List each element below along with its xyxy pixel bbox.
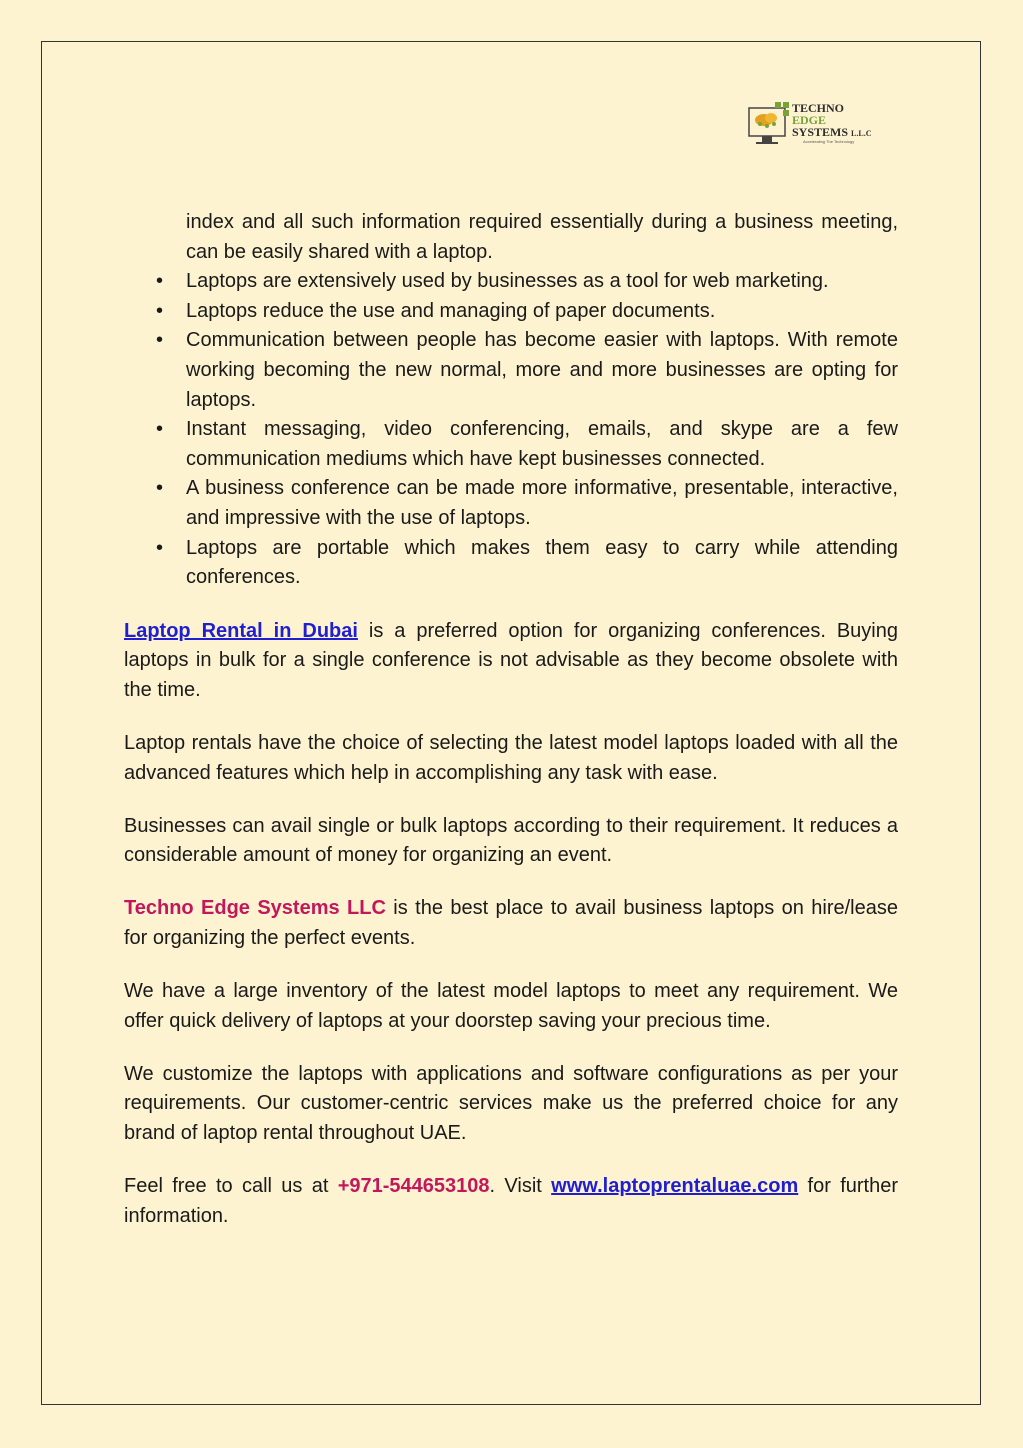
logo-graphic-icon: [748, 100, 792, 148]
contact-prefix: Feel free to call us at: [124, 1175, 338, 1198]
paragraph-text: is a preferred option for organizing conferences. Buying laptops in bulk for a single conference is not advisable as they become obsolete with the time.: [124, 619, 898, 701]
logo-line-edge: EDGE: [792, 113, 827, 127]
laptop-rental-dubai-link[interactable]: Laptop Rental in Dubai: [124, 619, 358, 642]
logo-llc: L.L.C: [851, 129, 872, 138]
paragraph-rental-dubai: [124, 617, 898, 706]
website-link[interactable]: www.laptoprentaluae.com: [551, 1175, 799, 1198]
company-logo: [748, 100, 908, 150]
logo-line-systems: SYSTEMS: [792, 125, 849, 139]
paragraph-company: [124, 894, 898, 953]
document-body: [124, 208, 898, 1255]
paragraph-text: is the best place to avail business laptops on hire/lease for organizing the perfect events.: [124, 897, 898, 949]
list-item: • Laptops are portable which makes them easy to carry while attending conferences.: [186, 534, 898, 593]
paragraph-bulk-laptops: Businesses can avail single or bulk laptops according to their requirement. It reduces a considerable amount of money for organizing an event.: [124, 814, 898, 867]
list-item: • Laptops reduce the use and managing of paper documents.: [186, 297, 898, 327]
list-item: • Communication between people has become easier with laptops. With remote working becoming the new normal, more and more businesses are opting for laptops.: [186, 326, 898, 415]
paragraph-latest-models: Laptop rentals have the choice of selecting the latest model laptops loaded with all the advanced features which help in accomplishing any task with ease.: [124, 732, 898, 784]
paragraph-inventory: We have a large inventory of the latest model laptops to meet any requirement. We offer quick delivery of laptops at your doorstep saving your precious time.: [124, 980, 898, 1032]
company-name: Techno Edge Systems LLC: [124, 897, 386, 920]
contact-suffix: for further information.: [124, 1175, 899, 1227]
logo-line-techno: TECHNO: [792, 101, 845, 115]
list-item: • A business conference can be made more informative, presentable, interactive, and impressive with the use of laptops.: [186, 474, 898, 533]
contact-middle: . Visit: [489, 1175, 552, 1198]
phone-number: +971-544653108: [337, 1175, 490, 1198]
logo-tagline: Accelerating The Technology: [803, 139, 855, 144]
benefits-list: [124, 208, 898, 593]
paragraph-contact: [124, 1172, 898, 1231]
list-item: • Laptops are extensively used by businesses as a tool for web marketing.: [186, 267, 898, 297]
paragraph-customize: We customize the laptops with applications and software configurations as per your requirements. Our customer-centric services make us the preferred choice for any brand of laptop rental throughout UAE.: [124, 1062, 898, 1144]
list-item: • Instant messaging, video conferencing, emails, and skype are a few communication mediums which have kept businesses connected.: [186, 415, 898, 474]
list-item-continued: index and all such information required essentially during a business meeting, can be easily shared with a laptop.: [186, 211, 898, 263]
logo-wordmark: [792, 102, 871, 140]
